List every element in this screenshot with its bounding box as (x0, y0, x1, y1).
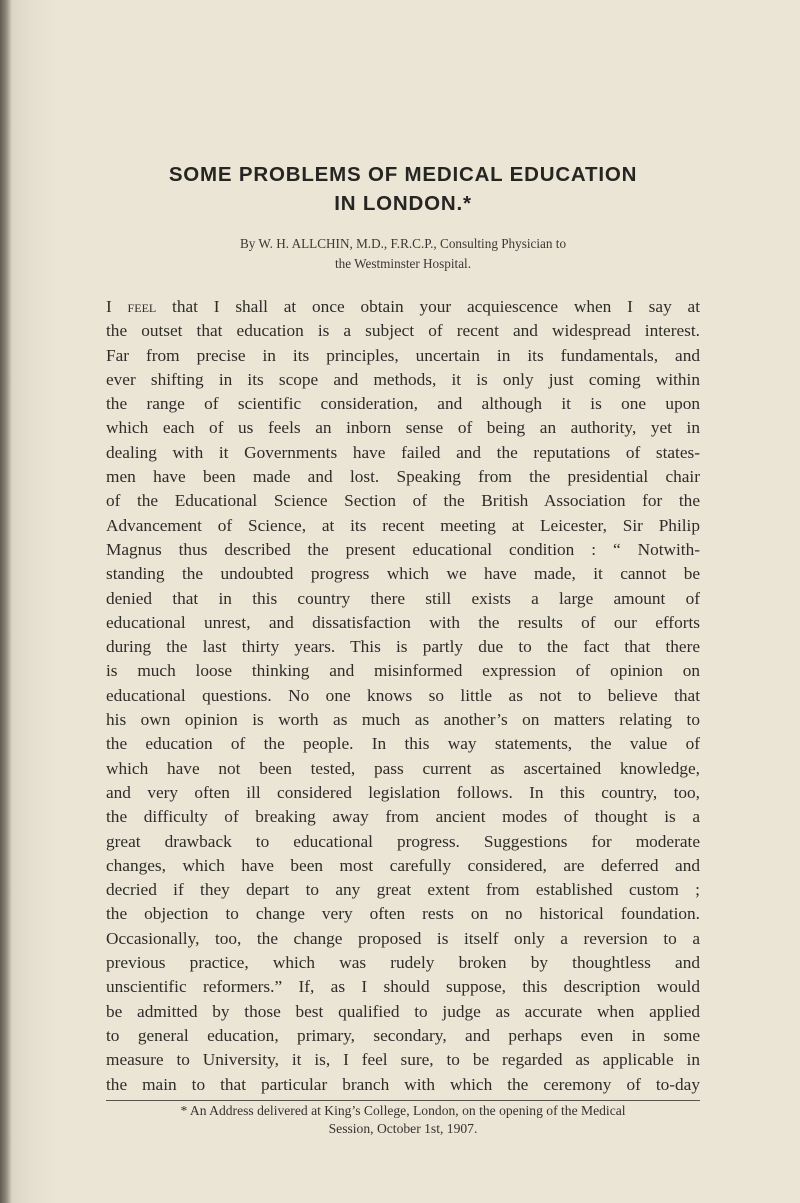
body-line: dealing with it Governments have failed and the reputations of states- (106, 442, 700, 462)
body-line: during the last thirty years. This is partly due to the fact that there (106, 637, 700, 657)
body-line: Magnus thus described the present educational condition : “ Notwith- (106, 539, 700, 559)
body-line: denied that in this country there still exists a large amount of (106, 588, 700, 608)
body-line: the education of the people. In this way statements, the value of (106, 734, 700, 754)
footnote (106, 1102, 700, 1138)
body-line: the range of scientific consideration, and although it is one upon (106, 394, 700, 414)
title-line-1: SOME PROBLEMS OF MEDICAL EDUCATION (168, 163, 638, 186)
body-line: which have not been tested, pass current as ascertained knowledge, (106, 758, 700, 778)
body-line: educational questions. No one knows so little as not to believe that (106, 685, 700, 705)
body-line: unscientific reformers.” If, as I should suppose, this description would (106, 977, 700, 997)
footnote-line-2: Session, October 1st, 1907. (328, 1120, 478, 1136)
article-title (106, 160, 700, 218)
body-line: the main to that particular branch with which the ceremony of to-day (106, 1074, 700, 1094)
body-line: men have been made and lost. Speaking from the presidential chair (106, 467, 700, 487)
opening-words: I feel (106, 297, 157, 316)
body-line: Advancement of Science, at its recent meeting at Leicester, Sir Philip (106, 515, 700, 535)
body-line: measure to University, it is, I feel sure, to be regarded as applicable in (106, 1050, 700, 1070)
body-line: decried if they depart to any great extent from established custom ; (106, 880, 700, 900)
body-line: is much loose thinking and misinformed expression of opinion on (106, 661, 700, 681)
body-line: Occasionally, too, the change proposed is itself only a reversion to a (106, 928, 700, 948)
body-line: to general education, primary, secondary, and perhaps even in some (106, 1025, 700, 1045)
body-line: ever shifting in its scope and methods, it is only just coming within (106, 369, 700, 389)
body-line: great drawback to educational progress. Suggestions for moderate (106, 831, 700, 851)
body-line: which each of us feels an inborn sense of being an authority, yet in (106, 418, 700, 438)
footnote-line-1: * An Address delivered at King’s College, London, on the opening of the Medical (180, 1102, 626, 1118)
author-byline (106, 234, 700, 274)
body-line: changes, which have been most carefully considered, are deferred and (106, 855, 700, 875)
body-line: the difficulty of breaking away from ancient modes of thought is a (106, 807, 700, 827)
body-line: educational unrest, and dissatisfaction with the results of our efforts (106, 612, 700, 632)
body-line: of the Educational Science Section of the British Association for the (106, 491, 700, 511)
body-line: the objection to change very often rests on no historical foundation. (106, 904, 700, 924)
body-line: previous practice, which was rudely broken by thoughtless and (106, 953, 700, 973)
body-line: be admitted by those best qualified to judge as accurate when applied (106, 1001, 700, 1021)
body-paragraph (106, 295, 700, 1097)
article (106, 160, 700, 1138)
byline-line-2: the Westminster Hospital. (334, 256, 472, 271)
body-line: the outset that education is a subject of recent and widespread interest. (106, 321, 700, 341)
body-line: and very often ill considered legislation follows. In this country, too, (106, 782, 700, 802)
byline-line-1: By W. H. ALLCHIN, M.D., F.R.C.P., Consulting Physician to (239, 236, 567, 251)
body-line (106, 295, 700, 319)
body-line-text: that I shall at once obtain your acquiescence when I say at (156, 297, 700, 316)
body-line: standing the undoubted progress which we have made, it cannot be (106, 564, 700, 584)
footnote-rule (106, 1100, 700, 1101)
body-line: his own opinion is worth as much as another’s on matters relating to (106, 710, 700, 730)
page-binding-shadow (0, 0, 12, 1203)
body-line: Far from precise in its principles, uncertain in its fundamentals, and (106, 345, 700, 365)
title-line-2: IN LONDON.* (334, 192, 472, 215)
